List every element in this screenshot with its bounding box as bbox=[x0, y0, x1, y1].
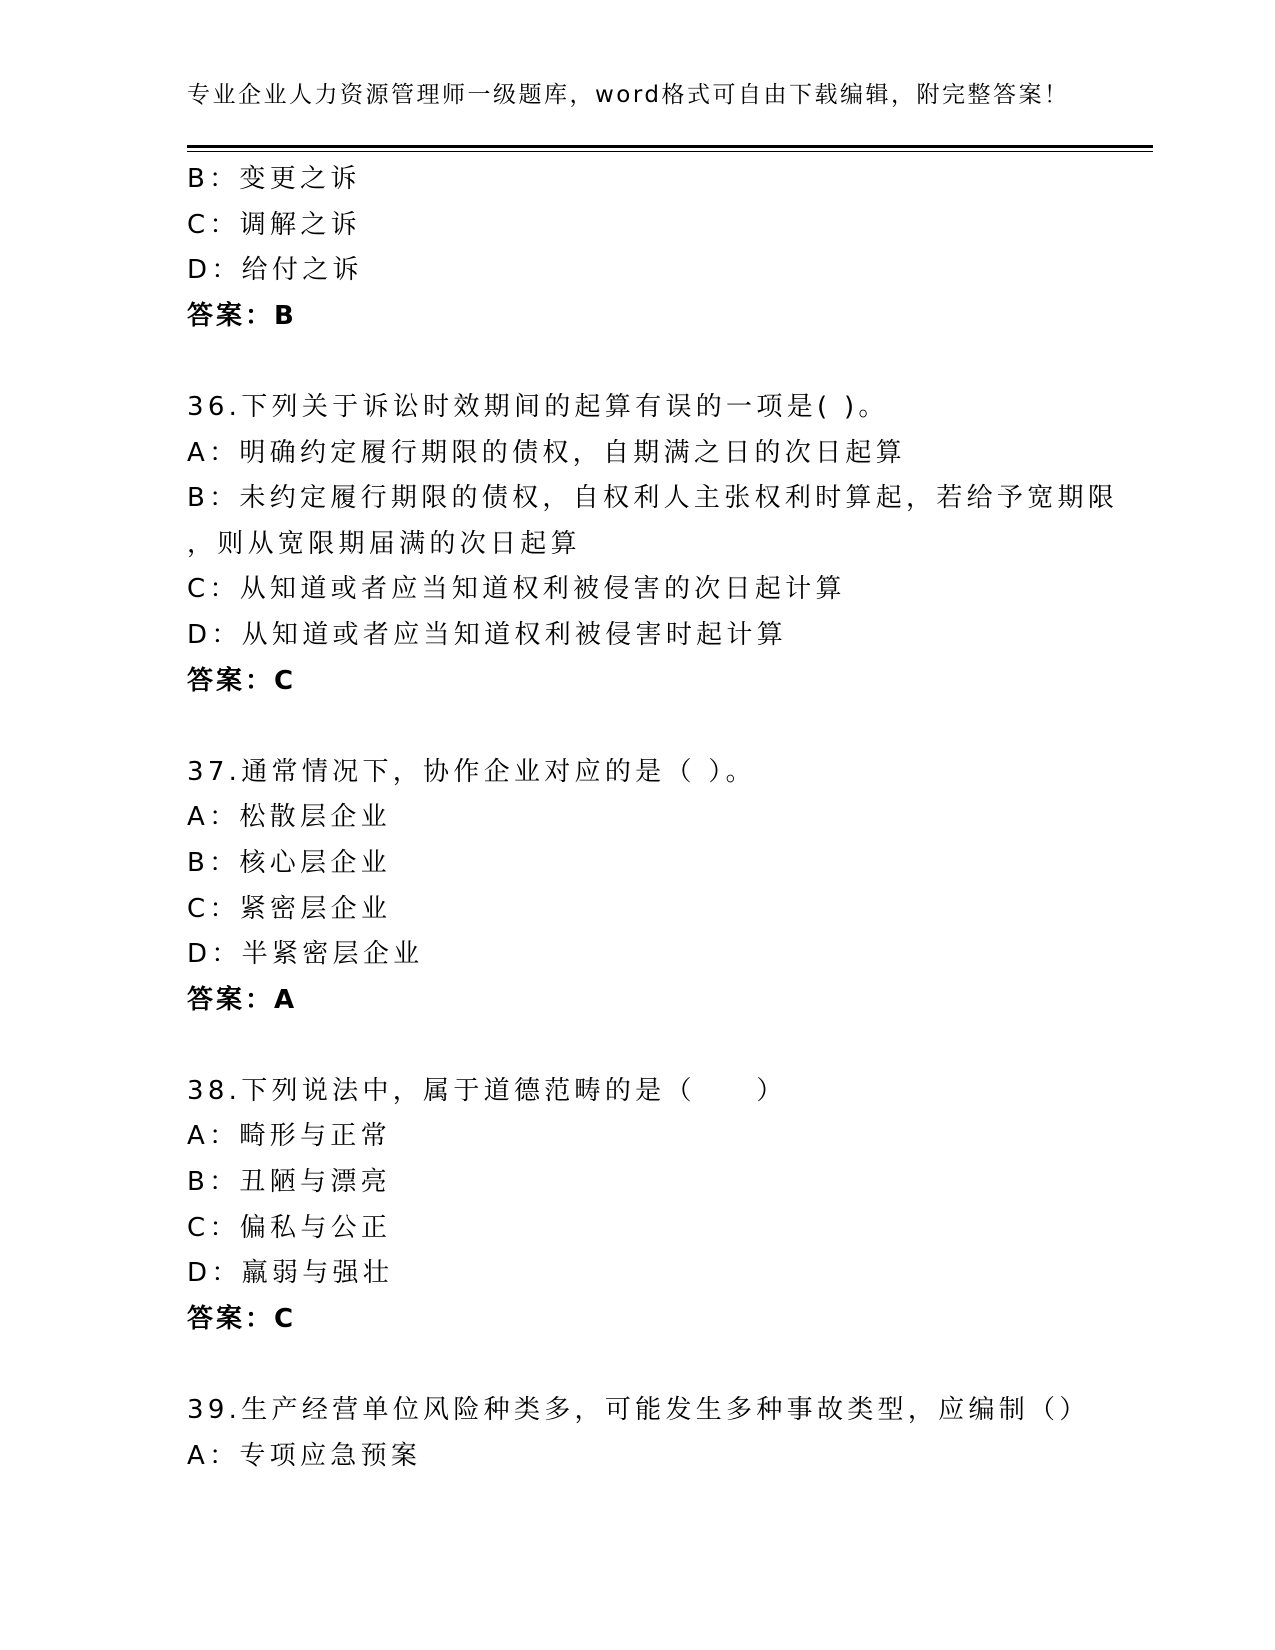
option-line: C：调解之诉 bbox=[187, 209, 361, 240]
question-stem: 37.通常情况下，协作企业对应的是（ ）。 bbox=[187, 756, 756, 787]
option-line: B：丑陋与漂亮 bbox=[187, 1167, 391, 1198]
option-line: ，则从宽限期届满的次日起算 bbox=[187, 528, 581, 559]
option-line: B：核心层企业 bbox=[187, 847, 391, 878]
question-list bbox=[187, 157, 1153, 1479]
answer-line: 答案：C bbox=[187, 665, 297, 696]
option-line: B：变更之诉 bbox=[187, 164, 361, 194]
header-rule-thick bbox=[187, 145, 1153, 148]
option-line: A：松散层企业 bbox=[187, 802, 391, 833]
page-header: 专业企业人力资源管理师一级题库，word格式可自由下载编辑，附完整答案！ bbox=[187, 82, 1070, 108]
blank-line bbox=[187, 704, 1153, 750]
option-line: A：畸形与正常 bbox=[187, 1121, 391, 1152]
answer-line: 答案：C bbox=[187, 1303, 297, 1334]
option-line: D：给付之诉 bbox=[187, 255, 363, 286]
option-line: B：未约定履行期限的债权，自权利人主张权利时算起，若给予宽期限 bbox=[187, 483, 1119, 514]
answer-line: 答案：B bbox=[187, 300, 297, 331]
blank-line bbox=[187, 339, 1153, 385]
option-line: A：专项应急预案 bbox=[187, 1440, 422, 1471]
option-line: C：偏私与公正 bbox=[187, 1212, 392, 1243]
option-line: C：紧密层企业 bbox=[187, 893, 392, 924]
question-stem: 36.下列关于诉讼时效期间的起算有误的一项是( )。 bbox=[187, 391, 889, 422]
option-line: D：半紧密层企业 bbox=[187, 939, 424, 970]
option-line: C：从知道或者应当知道权利被侵害的次日起计算 bbox=[187, 574, 846, 605]
option-line: D：羸弱与强壮 bbox=[187, 1258, 394, 1289]
header-rule-thin bbox=[187, 151, 1153, 152]
blank-line bbox=[187, 1342, 1153, 1388]
blank-line bbox=[187, 1023, 1153, 1069]
option-line: D：从知道或者应当知道权利被侵害时起计算 bbox=[187, 619, 788, 650]
option-line: A：明确约定履行期限的债权，自期满之日的次日起算 bbox=[187, 437, 906, 468]
question-stem: 38.下列说法中，属于道德范畴的是（ ） bbox=[187, 1075, 787, 1106]
answer-line: 答案：A bbox=[187, 984, 298, 1015]
question-stem: 39.生产经营单位风险种类多，可能发生多种事故类型，应编制（） bbox=[187, 1395, 1090, 1426]
